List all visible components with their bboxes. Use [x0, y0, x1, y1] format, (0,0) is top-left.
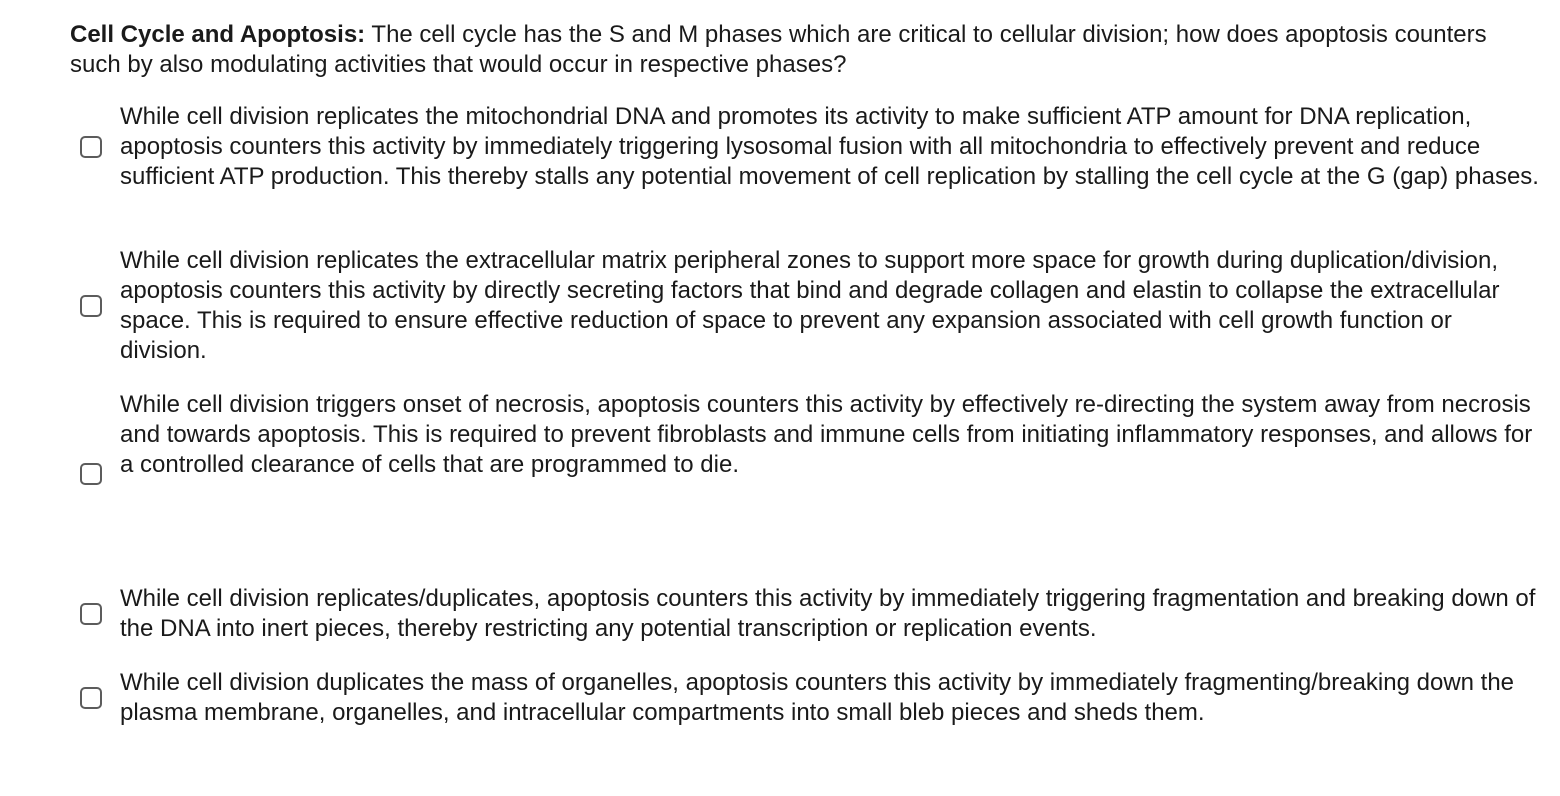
answer-checkbox-3[interactable]: [80, 463, 102, 485]
answer-checkbox-4[interactable]: [80, 603, 102, 625]
answer-option-2-text: While cell division replicates the extracellular matrix peripheral zones to support more space for growth during duplication/division, apoptosis counters this activity by directly secreting factors that bind and degrade collagen and elastin to collapse the extracellular space. This is required to ensure effective reduction of space to prevent any expansion associated with cell growth function or division.: [120, 247, 1500, 364]
answer-checkbox-1[interactable]: [80, 136, 102, 158]
answer-option-1-text: While cell division replicates the mitochondrial DNA and promotes its activity to make sufficient ATP amount for DNA replication, apoptosis counters this activity by immediately triggering lysosomal fusion with all mitochondria to effectively prevent and reduce sufficient ATP production. This thereby stalls any potential movement of cell replication by stalling the cell cycle at the G (gap) phases.: [120, 103, 1539, 190]
answer-option-5[interactable]: [80, 668, 1540, 728]
answer-checkbox-5[interactable]: [80, 687, 102, 709]
question-text: The cell cycle has the S and M phases which are critical to cellular division; how does apoptosis counters such by also modulating activities that would occur in respective phases?: [70, 21, 1487, 78]
question-prompt: [70, 20, 1540, 80]
answer-option-4-text: While cell division replicates/duplicates, apoptosis counters this activity by immediately triggering fragmentation and breaking down of the DNA into inert pieces, thereby restricting any potential transcription or replication events.: [120, 585, 1536, 642]
answer-option-3-text: While cell division triggers onset of necrosis, apoptosis counters this activity by effectively re-directing the system away from necrosis and towards apoptosis. This is required to prevent fibroblasts and immune cells from initiating inflammatory responses, and allows for a controlled clearance of cells that are programmed to die.: [120, 391, 1533, 478]
answer-option-3[interactable]: [80, 390, 1540, 485]
answer-option-5-text: While cell division duplicates the mass of organelles, apoptosis counters this activity by immediately fragmenting/breaking down the plasma membrane, organelles, and intracellular compartments into small bleb pieces and sheds them.: [120, 669, 1515, 726]
answer-option-1[interactable]: [80, 102, 1540, 192]
answer-option-4[interactable]: [80, 584, 1540, 644]
answer-option-2[interactable]: [80, 246, 1540, 366]
question-title: Cell Cycle and Apoptosis:: [70, 21, 366, 48]
answer-checkbox-2[interactable]: [80, 295, 102, 317]
